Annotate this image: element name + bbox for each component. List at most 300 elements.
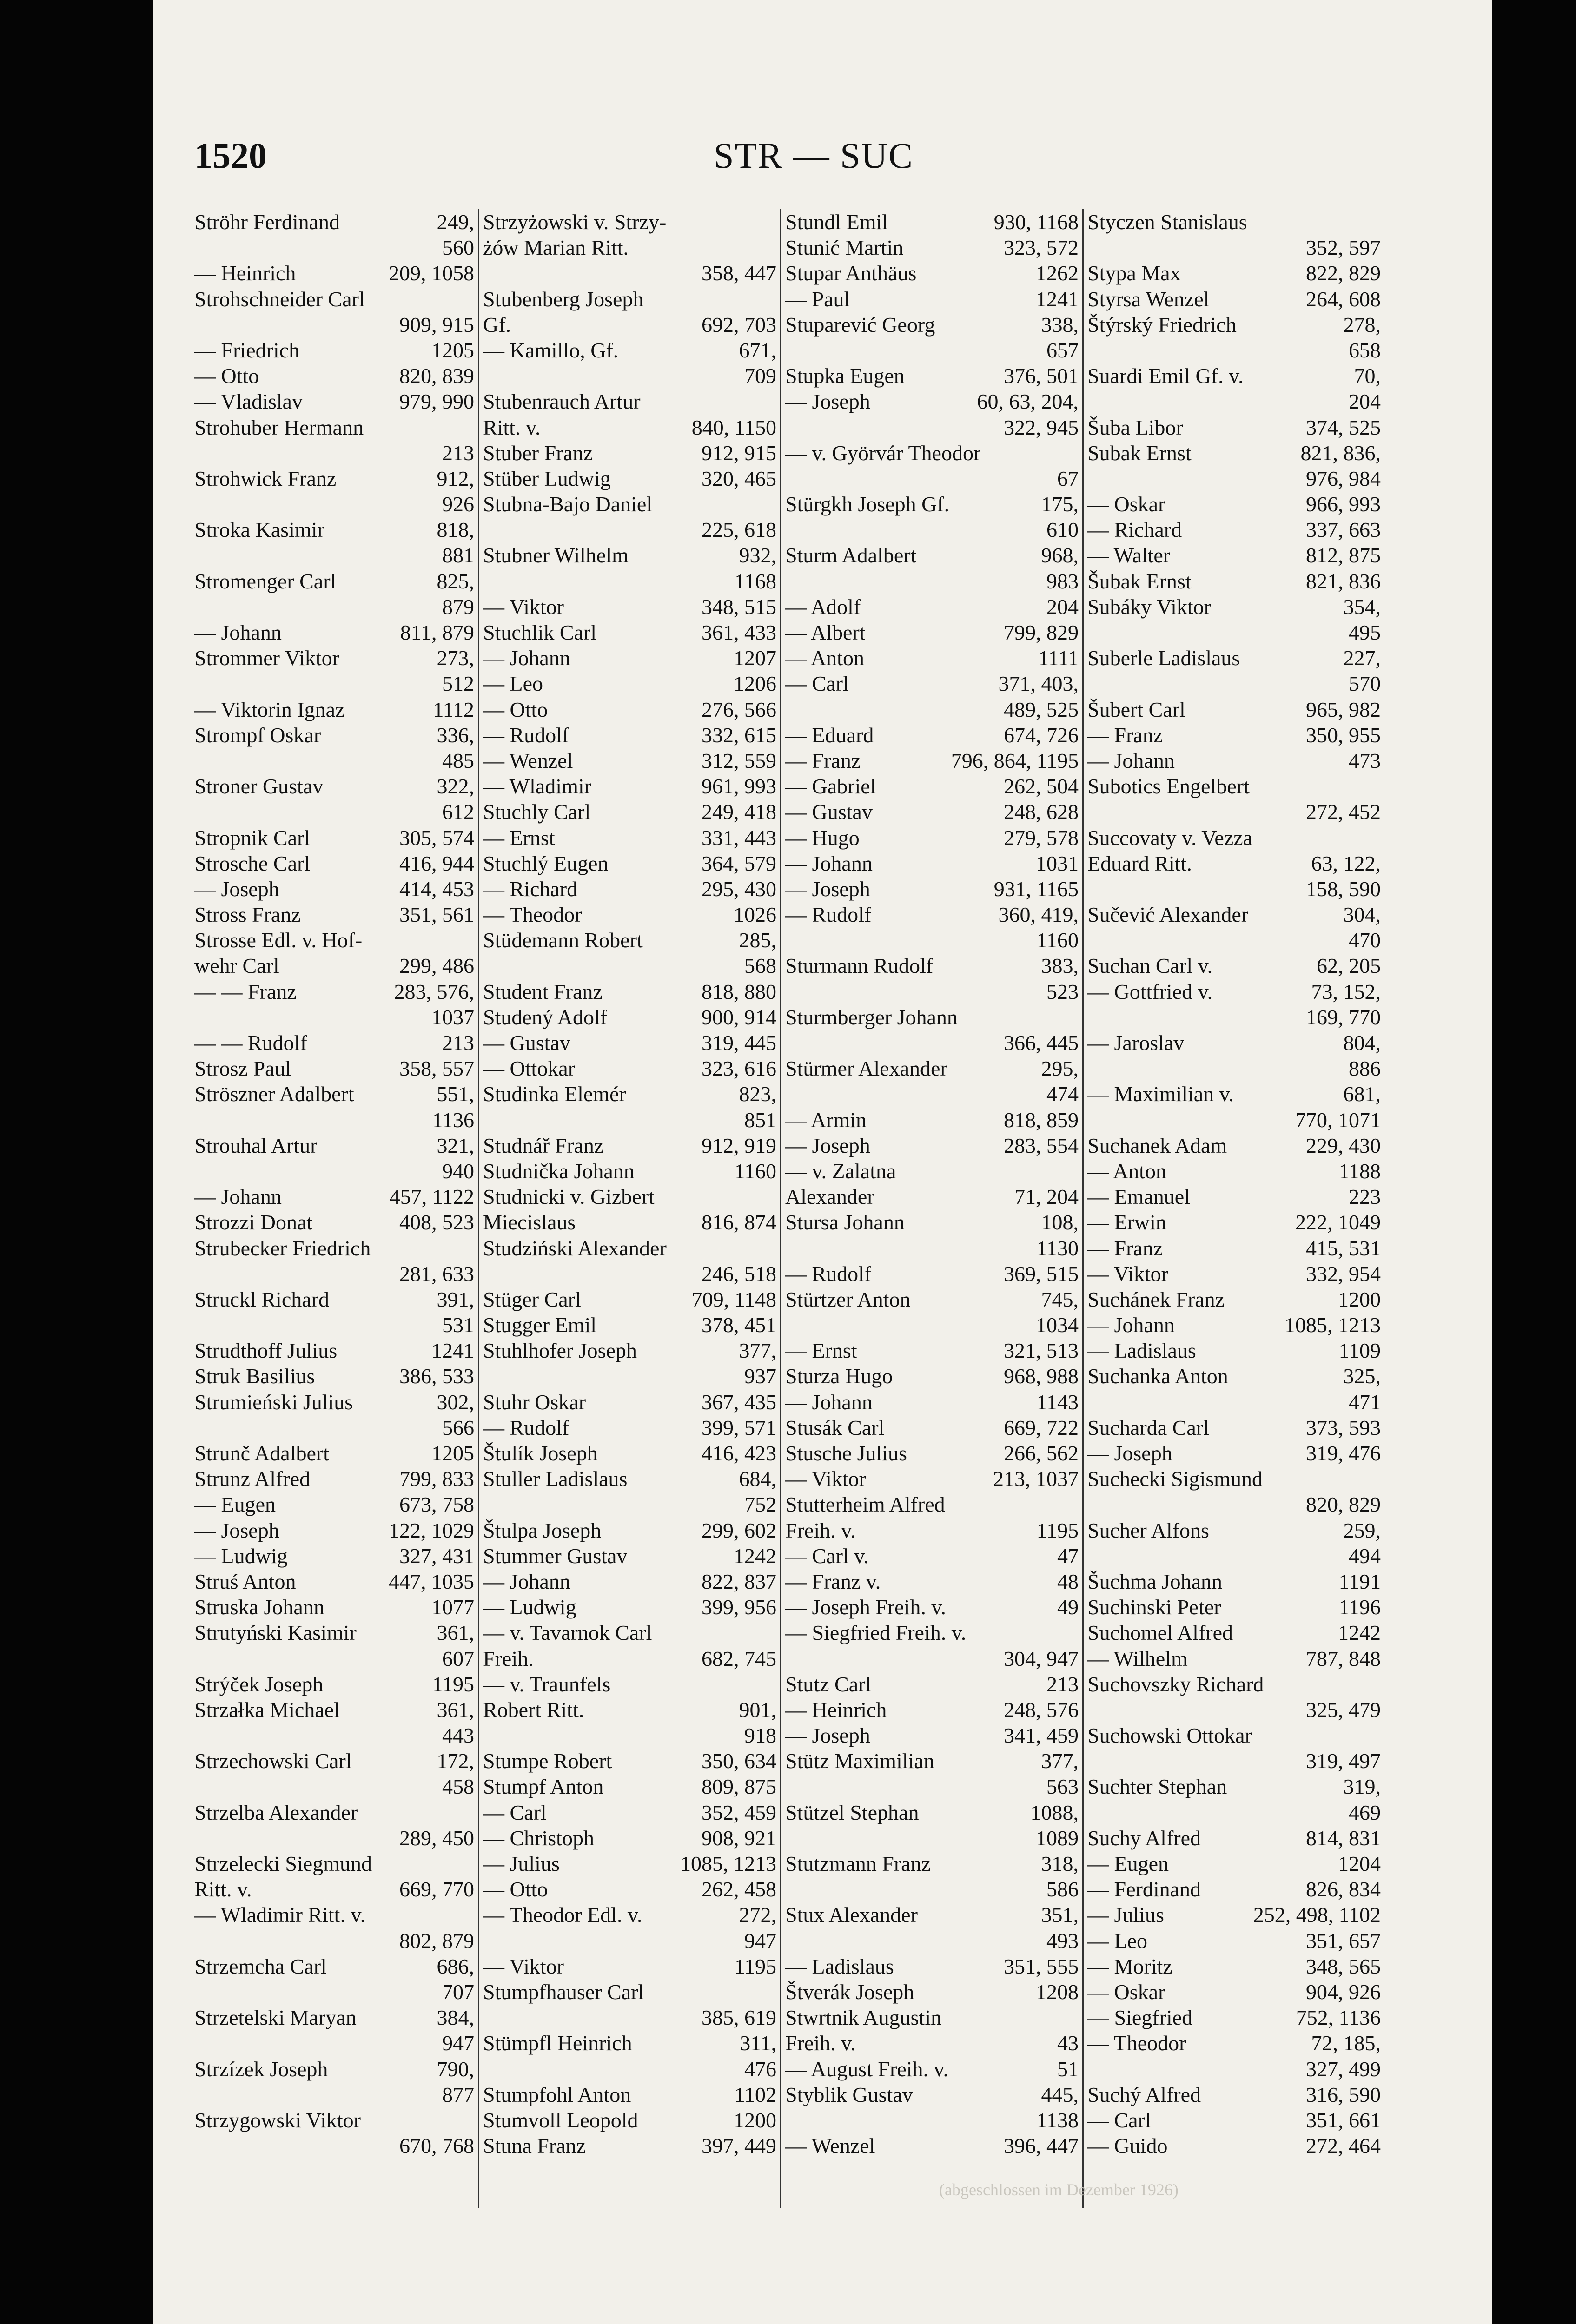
entry-name: Stwrtnik Augustin (785, 2006, 942, 2030)
entry-page-refs: 229, 430 (1306, 1133, 1381, 1157)
entry-page-refs: 790, (437, 2057, 474, 2081)
index-entry-line (1087, 1363, 1381, 1389)
entry-page-refs: 918 (744, 1723, 776, 1748)
index-entry-line (785, 902, 1079, 927)
entry-page-refs: 358, 557 (399, 1056, 474, 1081)
entry-name: — Ladislaus (1087, 1339, 1196, 1363)
entry-page-refs: 1195 (432, 1672, 474, 1696)
entry-name: Alexander (785, 1185, 874, 1209)
index-entry-line (483, 1800, 776, 1825)
entry-name: — Carl v. (785, 1544, 869, 1568)
entry-name: — Joseph (785, 390, 870, 414)
entry-name: — Oskar (1087, 1980, 1165, 2004)
entry-name: Strzelba Alexander (194, 1800, 358, 1824)
entry-name: Suardi Emil Gf. v. (1087, 364, 1244, 388)
index-entry-line (1087, 876, 1381, 902)
index-entry-line (785, 2133, 1079, 2159)
entry-page-refs: 1262 (1036, 261, 1079, 285)
entry-page-refs: 63, 122, (1311, 851, 1381, 875)
index-entry-line (1087, 1543, 1381, 1569)
entry-name: — Theodor Edl. v. (483, 1903, 642, 1927)
index-entry-line (483, 1107, 776, 1133)
index-entry-line (194, 2107, 474, 2133)
index-entry-line (194, 748, 474, 773)
index-entry-line (483, 1697, 776, 1723)
entry-page-refs: 1102 (734, 2082, 776, 2106)
entry-page-refs: 322, (437, 774, 474, 799)
entry-name: — Johann (1087, 1313, 1175, 1337)
index-entry-line (785, 286, 1079, 312)
entry-name: Stützel Stephan (785, 1800, 919, 1824)
entry-page-refs: 295, (1041, 1056, 1079, 1081)
index-entry-line (1087, 1697, 1381, 1723)
entry-name: Strzyżowski v. Strzy- (483, 210, 667, 234)
entry-page-refs: 369, 515 (1004, 1261, 1079, 1286)
index-entry-line (483, 876, 776, 902)
entry-page-refs: 457, 1122 (389, 1185, 474, 1209)
index-entry-line (785, 2107, 1079, 2133)
entry-page-refs: 823, (739, 1082, 776, 1106)
index-entry-line (1087, 722, 1381, 748)
entry-name: Studnář Franz (483, 1133, 604, 1157)
index-entry-line (483, 748, 776, 773)
index-entry-line (483, 1518, 776, 1543)
entry-name: — Paul (785, 287, 850, 311)
entry-name: — Anton (785, 646, 864, 670)
entry-page-refs: 1204 (1338, 1852, 1381, 1875)
entry-name: Stusák Carl (785, 1415, 885, 1439)
entry-name: — Johann (483, 646, 570, 670)
index-entry-line (1087, 1081, 1381, 1107)
entry-page-refs: 299, 486 (399, 954, 474, 978)
index-entry-line (194, 902, 474, 927)
entry-name: Subáky Viktor (1087, 594, 1212, 619)
index-entry-line (194, 389, 474, 414)
index-entry-line (483, 2030, 776, 2056)
index-entry-line (483, 1825, 776, 1851)
index-entry-line (785, 979, 1079, 1004)
index-entry-line (785, 620, 1079, 645)
index-entry-line (785, 1261, 1079, 1287)
entry-name: — Friedrich (194, 338, 300, 362)
entry-page-refs: 338, (1041, 312, 1079, 337)
entry-page-refs: 811, 879 (400, 621, 474, 644)
entry-page-refs: 447, 1035 (389, 1569, 474, 1593)
entry-page-refs: 213 (442, 441, 474, 465)
entry-page-refs: 851 (744, 1108, 776, 1132)
entry-name: — Franz (785, 748, 861, 772)
entry-name: Sucharda Carl (1087, 1415, 1209, 1439)
entry-name: Miecislaus (483, 1210, 576, 1235)
entry-page-refs: 570 (1349, 672, 1381, 696)
index-entry-line (1087, 235, 1381, 260)
index-entry-line (1087, 671, 1381, 696)
entry-name: Stutterheim Alfred (785, 1492, 945, 1517)
index-entry-line (194, 1158, 474, 1184)
index-entry-line (194, 1004, 474, 1030)
entry-name: Suchý Alfred (1087, 2082, 1201, 2106)
entry-name: Suchter Stephan (1087, 1775, 1227, 1799)
entry-page-refs: 1241 (431, 1339, 474, 1363)
index-entry-line (1087, 1030, 1381, 1056)
entry-name: Subak Ernst (1087, 441, 1192, 465)
index-entry-line (483, 1671, 776, 1697)
index-entry-line (1087, 1107, 1381, 1133)
index-entry-line (483, 466, 776, 491)
entry-name: — Adolf (785, 594, 861, 619)
entry-page-refs: 332, 615 (702, 723, 776, 747)
index-entry-line (194, 491, 474, 517)
entry-page-refs: 931, 1165 (993, 877, 1079, 901)
entry-page-refs: 568 (744, 954, 776, 978)
entry-page-refs: 1168 (734, 569, 776, 593)
entry-page-refs: 319, 445 (702, 1031, 776, 1055)
entry-page-refs: 752 (744, 1492, 776, 1517)
index-entry-line (785, 1004, 1079, 1030)
entry-page-refs: 272, 464 (1306, 2134, 1381, 2158)
entry-page-refs: 1136 (432, 1108, 474, 1132)
index-entry-line (785, 1876, 1079, 1902)
entry-name: Stropnik Carl (194, 825, 311, 850)
entry-page-refs: 367, 435 (702, 1390, 776, 1414)
entry-name: — Ludwig (194, 1544, 288, 1568)
index-entry-line (785, 697, 1079, 722)
entry-page-refs: 1188 (1338, 1159, 1381, 1183)
entry-page-refs: 979, 990 (399, 390, 474, 414)
entry-page-refs: 818, (437, 518, 474, 542)
entry-page-refs: 965, 982 (1306, 697, 1381, 721)
index-entry-line (1087, 1748, 1381, 1774)
entry-name: Stürtzer Anton (785, 1287, 911, 1311)
index-entry-line (194, 851, 474, 876)
index-entry-line (194, 1928, 474, 1954)
index-entry-line (785, 1979, 1079, 2005)
index-entry-line (1087, 1902, 1381, 1928)
index-entry-line (483, 1440, 776, 1466)
entry-page-refs: 67 (1057, 466, 1079, 490)
index-entry-line (194, 1338, 474, 1363)
entry-name: Styczen Stanislaus (1087, 210, 1247, 234)
index-entry-line (785, 1107, 1079, 1133)
entry-page-refs: 818, 859 (1004, 1108, 1079, 1132)
entry-name: — Rudolf (483, 723, 569, 747)
entry-name: — Armin (785, 1108, 867, 1132)
entry-name: Stubner Wilhelm (483, 543, 629, 568)
entry-page-refs: 273, (437, 646, 474, 670)
entry-name: Styblik Gustav (785, 2082, 913, 2106)
index-entry-line (483, 773, 776, 799)
entry-page-refs: 908, 921 (702, 1826, 776, 1850)
index-entry-line (785, 440, 1079, 466)
entry-page-refs: 947 (442, 2031, 474, 2055)
index-entry-line (483, 594, 776, 620)
entry-name: — Gabriel (785, 774, 876, 799)
index-entry-line (194, 1030, 474, 1056)
entry-page-refs: 745, (1041, 1287, 1079, 1311)
entry-name: — Vladislav (194, 390, 303, 414)
entry-page-refs: 523 (1046, 979, 1079, 1004)
entry-page-refs: 272, (739, 1903, 776, 1927)
entry-name: — Julius (483, 1852, 560, 1875)
index-entry-line (483, 851, 776, 876)
entry-page-refs: 968, (1041, 543, 1079, 568)
index-entry-line (785, 876, 1079, 902)
entry-name: Gf. (483, 312, 511, 337)
index-entry-line (194, 1851, 474, 1876)
entry-page-refs: 213 (1046, 1672, 1079, 1696)
index-entry-line (1087, 620, 1381, 645)
entry-page-refs: 213 (442, 1031, 474, 1055)
index-entry-line (194, 1389, 474, 1415)
entry-page-refs: 1089 (1036, 1826, 1079, 1850)
index-entry-line (785, 1851, 1079, 1876)
index-entry-line (483, 697, 776, 722)
entry-page-refs: 249, 418 (702, 800, 776, 824)
entry-page-refs: 320, 465 (702, 466, 776, 490)
entry-page-refs: 71, 204 (1014, 1185, 1079, 1209)
entry-page-refs: 657 (1046, 338, 1079, 362)
entry-page-refs: 586 (1046, 1877, 1079, 1901)
entry-page-refs: 926 (442, 492, 474, 516)
entry-name: Stuhlhofer Joseph (483, 1339, 637, 1363)
entry-page-refs: 289, 450 (399, 1826, 474, 1850)
entry-page-refs: 336, (437, 723, 474, 747)
entry-page-refs: 1031 (1036, 851, 1079, 875)
index-entry-line (483, 389, 776, 414)
entry-name: Struska Johann (194, 1595, 324, 1619)
entry-name: Studnicki v. Gizbert (483, 1185, 655, 1209)
entry-page-refs: 70, (1354, 364, 1381, 388)
entry-name: — v. Tavarnok Carl (483, 1621, 652, 1645)
entry-page-refs: 351, 657 (1306, 1928, 1381, 1953)
index-entry-line (1087, 1440, 1381, 1466)
index-column-4 (1082, 209, 1384, 2208)
index-entry-line (483, 286, 776, 312)
index-entry-line (785, 1312, 1079, 1338)
entry-page-refs: 961, 993 (702, 774, 776, 799)
entry-page-refs: 1026 (734, 903, 776, 927)
entry-page-refs: 361, (437, 1621, 474, 1645)
entry-name: Ströhr Ferdinand (194, 210, 340, 234)
entry-page-refs: 351, 561 (399, 903, 474, 927)
index-entry-line (483, 1876, 776, 1902)
index-entry-line (483, 1004, 776, 1030)
index-entry-line (785, 1158, 1079, 1184)
index-entry-line (1087, 2030, 1381, 2056)
entry-page-refs: 332, 954 (1306, 1261, 1381, 1286)
entry-page-refs: 1130 (1036, 1236, 1079, 1260)
entry-page-refs: 351, 555 (1004, 1954, 1079, 1978)
entry-name: — Kamillo, Gf. (483, 338, 619, 362)
entry-page-refs: 612 (442, 800, 474, 824)
entry-page-refs: 385, 619 (702, 2006, 776, 2030)
running-title: STR — SUC (714, 135, 914, 176)
entry-name: Strosche Carl (194, 851, 311, 875)
index-entry-line (1087, 1594, 1381, 1620)
index-entry-line (785, 2005, 1079, 2030)
index-entry-line (1087, 466, 1381, 491)
entry-name: — Richard (1087, 518, 1182, 542)
entry-page-refs: 1195 (734, 1954, 776, 1978)
entry-page-refs: 47 (1057, 1544, 1079, 1568)
index-entry-line (483, 1851, 776, 1876)
entry-page-refs: 1200 (1338, 1287, 1381, 1311)
index-entry-line (483, 1133, 776, 1158)
entry-page-refs: 458 (442, 1775, 474, 1799)
entry-name: Strzetelski Maryan (194, 2006, 357, 2030)
entry-name: Stundl Emil (785, 210, 888, 234)
entry-name: — Siegfried Freih. v. (785, 1621, 967, 1645)
index-entry-line (785, 1748, 1079, 1774)
entry-page-refs: 799, 833 (399, 1467, 474, 1491)
index-entry-line (194, 440, 474, 466)
index-entry-line (1087, 1338, 1381, 1363)
entry-name: — Joseph (785, 877, 870, 901)
entry-name: — Franz (1087, 723, 1163, 747)
entry-page-refs: 259, (1343, 1518, 1381, 1542)
entry-page-refs: 787, 848 (1306, 1646, 1381, 1670)
entry-page-refs: 983 (1046, 569, 1079, 593)
entry-page-refs: 812, 875 (1306, 543, 1381, 568)
entry-page-refs: 489, 525 (1004, 697, 1079, 721)
index-entry-line (194, 620, 474, 645)
entry-name: Subotics Engelbert (1087, 774, 1250, 799)
entry-page-refs: 415, 531 (1306, 1236, 1381, 1260)
entry-name: Strubecker Friedrich (194, 1236, 371, 1260)
index-entry-line (483, 1979, 776, 2005)
entry-page-refs: 814, 831 (1306, 1826, 1381, 1850)
index-entry-line (785, 260, 1079, 286)
index-entry-line (1087, 2005, 1381, 2030)
entry-name: Studnička Johann (483, 1159, 635, 1183)
index-entry-line (483, 209, 776, 235)
entry-name: Suchomel Alfred (1087, 1621, 1233, 1645)
index-entry-line (1087, 1569, 1381, 1594)
entry-name: Stuchly Carl (483, 800, 591, 824)
entry-page-refs: 318, (1041, 1852, 1079, 1875)
page-number: 1520 (194, 135, 267, 176)
entry-page-refs: 276, 566 (702, 697, 776, 721)
entry-page-refs: 1160 (734, 1159, 776, 1183)
index-entry-line (483, 1158, 776, 1184)
index-entry-line (785, 568, 1079, 594)
index-entry-line (1087, 1415, 1381, 1440)
entry-name: — Franz v. (785, 1569, 881, 1593)
index-entry-line (194, 1671, 474, 1697)
entry-page-refs: 901, (739, 1697, 776, 1722)
entry-name: Strzízek Joseph (194, 2057, 328, 2081)
index-entry-line (785, 671, 1079, 696)
entry-page-refs: 1112 (433, 697, 474, 721)
index-entry-line (1087, 1518, 1381, 1543)
index-entry-line (194, 1825, 474, 1851)
index-entry-line (194, 1440, 474, 1466)
entry-name: Strudthoff Julius (194, 1339, 338, 1363)
index-entry-line (785, 773, 1079, 799)
entry-name: Suchovszky Richard (1087, 1672, 1264, 1696)
index-entry-line (785, 1569, 1079, 1594)
entry-page-refs: 399, 571 (702, 1415, 776, 1439)
entry-name: Strosse Edl. v. Hof- (194, 928, 363, 952)
entry-page-refs: 1200 (734, 2108, 776, 2132)
entry-name: — Siegfried (1087, 2006, 1193, 2030)
entry-name: Suchanek Adam (1087, 1133, 1227, 1157)
index-entry-line (785, 1133, 1079, 1158)
index-entry-line (483, 1569, 776, 1594)
index-entry-line (194, 1723, 474, 1748)
index-entry-line (785, 1902, 1079, 1928)
entry-page-refs: 1205 (431, 338, 474, 362)
index-entry-line (1087, 415, 1381, 440)
entry-page-refs: 302, (437, 1390, 474, 1414)
entry-name: Suchanka Anton (1087, 1364, 1228, 1388)
entry-page-refs: 473 (1349, 748, 1381, 772)
index-entry-line (1087, 517, 1381, 542)
index-entry-line (785, 1697, 1079, 1723)
entry-name: Succovaty v. Vezza (1087, 825, 1253, 850)
entry-name: Ströszner Adalbert (194, 1082, 354, 1106)
entry-page-refs: 222, 1049 (1295, 1210, 1381, 1235)
index-entry-line (1087, 260, 1381, 286)
entry-name: Strzałka Michael (194, 1697, 340, 1722)
entry-name: Stuchlik Carl (483, 621, 597, 644)
entry-page-refs: 361, 433 (702, 621, 776, 644)
entry-name: — — Franz (194, 979, 297, 1004)
entry-page-refs: 495 (1349, 621, 1381, 644)
entry-page-refs: 692, 703 (702, 312, 776, 337)
entry-name: — Albert (785, 621, 866, 644)
entry-page-refs: 1206 (734, 672, 776, 696)
entry-page-refs: 322, 945 (1004, 415, 1079, 439)
entry-page-refs: 912, 915 (702, 441, 776, 465)
entry-page-refs: 60, 63, 204, (977, 390, 1079, 414)
index-entry-line (194, 235, 474, 260)
entry-page-refs: 471 (1349, 1390, 1381, 1414)
entry-page-refs: 686, (437, 1954, 474, 1978)
index-entry-line (194, 1646, 474, 1671)
entry-page-refs: 304, 947 (1004, 1646, 1079, 1670)
entry-page-refs: 1195 (1036, 1518, 1079, 1542)
entry-name: — Carl (785, 672, 849, 696)
entry-page-refs: 669, 722 (1004, 1415, 1079, 1439)
index-entry-line (483, 1338, 776, 1363)
entry-name: Eduard Ritt. (1087, 851, 1192, 875)
index-entry-line (194, 415, 474, 440)
index-entry-line (483, 363, 776, 389)
entry-name: — Johann (194, 1185, 282, 1209)
index-entry-line (194, 1492, 474, 1517)
index-entry-line (1087, 1056, 1381, 1081)
index-entry-line (194, 1594, 474, 1620)
entry-page-refs: 900, 914 (702, 1005, 776, 1029)
entry-page-refs: 476 (744, 2057, 776, 2081)
entry-name: Struckl Richard (194, 1287, 329, 1311)
index-entry-line (785, 825, 1079, 851)
entry-page-refs: 378, 451 (702, 1313, 776, 1337)
entry-page-refs: 445, (1041, 2082, 1079, 2106)
entry-name: — Joseph Freih. v. (785, 1595, 946, 1619)
index-entry-line (1087, 1646, 1381, 1671)
entry-page-refs: 1109 (1338, 1339, 1381, 1363)
entry-name: — Guido (1087, 2134, 1168, 2158)
index-entry-line (483, 1902, 776, 1928)
index-entry-line (194, 927, 474, 953)
entry-page-refs: 295, 430 (702, 877, 776, 901)
index-entry-line (785, 799, 1079, 825)
entry-page-refs: 341, 459 (1004, 1723, 1079, 1748)
index-entry-line (194, 1620, 474, 1645)
index-entry-line (483, 2082, 776, 2107)
